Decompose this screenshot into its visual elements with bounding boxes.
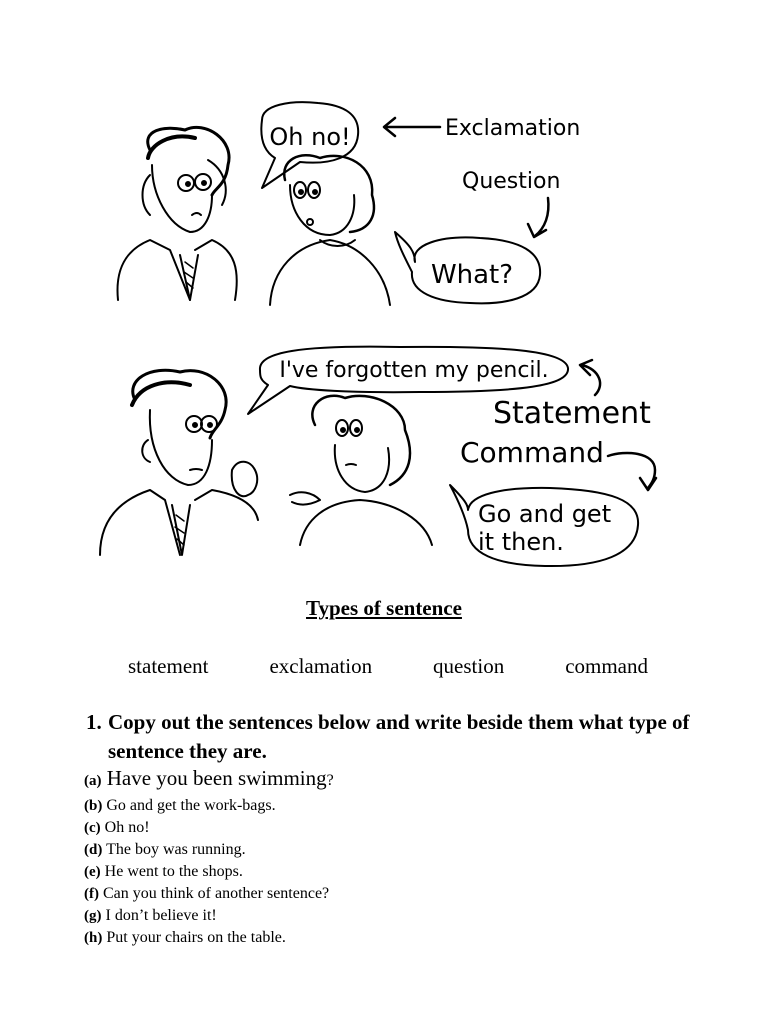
man-figure-1 — [117, 127, 236, 300]
item-label: (c) — [84, 820, 101, 836]
bubble-text-go-line1: Go and get — [478, 500, 612, 528]
item-text: Can you think of another sentence? — [103, 885, 330, 902]
bubble-text-go-line2: it then. — [478, 528, 564, 556]
list-item — [84, 927, 724, 949]
label-statement: Statement — [493, 396, 651, 431]
item-label: (d) — [84, 842, 103, 858]
label-question: Question — [462, 169, 561, 194]
item-text: Go and get the work-bags. — [106, 797, 276, 814]
label-exclamation: Exclamation — [445, 116, 581, 141]
list-item — [84, 817, 724, 839]
worksheet-title: Types of sentence — [306, 596, 462, 620]
item-end: ? — [326, 772, 334, 789]
bubble-text-forgotten: I've forgotten my pencil. — [279, 358, 549, 383]
item-label: (b) — [84, 798, 103, 814]
task-number: 1. — [86, 710, 102, 734]
type-statement: statement — [128, 654, 209, 678]
item-text: Oh no! — [104, 819, 150, 836]
list-item — [84, 795, 724, 817]
list-item — [84, 861, 724, 883]
item-text: I don’t believe it! — [105, 907, 217, 924]
item-text: Have you been swimming — [106, 766, 327, 790]
sentence-types-list — [128, 654, 648, 679]
item-label: (e) — [84, 864, 101, 880]
boy-figure-2 — [290, 396, 432, 545]
item-label: (f) — [84, 886, 99, 902]
list-item — [84, 765, 724, 795]
list-item — [84, 839, 724, 861]
label-command: Command — [460, 436, 604, 469]
type-question: question — [433, 654, 505, 678]
item-text: He went to the shops. — [104, 863, 243, 880]
task-text: Copy out the sentences below and write beside them what type of sentence they are. — [108, 710, 690, 763]
bubble-text-oh-no: Oh no! — [269, 123, 351, 151]
item-label: (a) — [84, 773, 102, 789]
task-instruction — [86, 708, 726, 766]
bubble-text-what: What? — [430, 260, 514, 290]
type-exclamation: exclamation — [269, 654, 373, 678]
item-text: The boy was running. — [106, 841, 246, 858]
type-command: command — [565, 654, 648, 678]
item-label: (h) — [84, 930, 103, 946]
list-item — [84, 905, 724, 927]
boy-figure-1 — [270, 155, 390, 305]
list-item — [84, 883, 724, 905]
item-text: Put your chairs on the table. — [106, 929, 286, 946]
sentence-items — [84, 765, 724, 949]
man-figure-2 — [100, 370, 258, 555]
item-label: (g) — [84, 908, 102, 924]
